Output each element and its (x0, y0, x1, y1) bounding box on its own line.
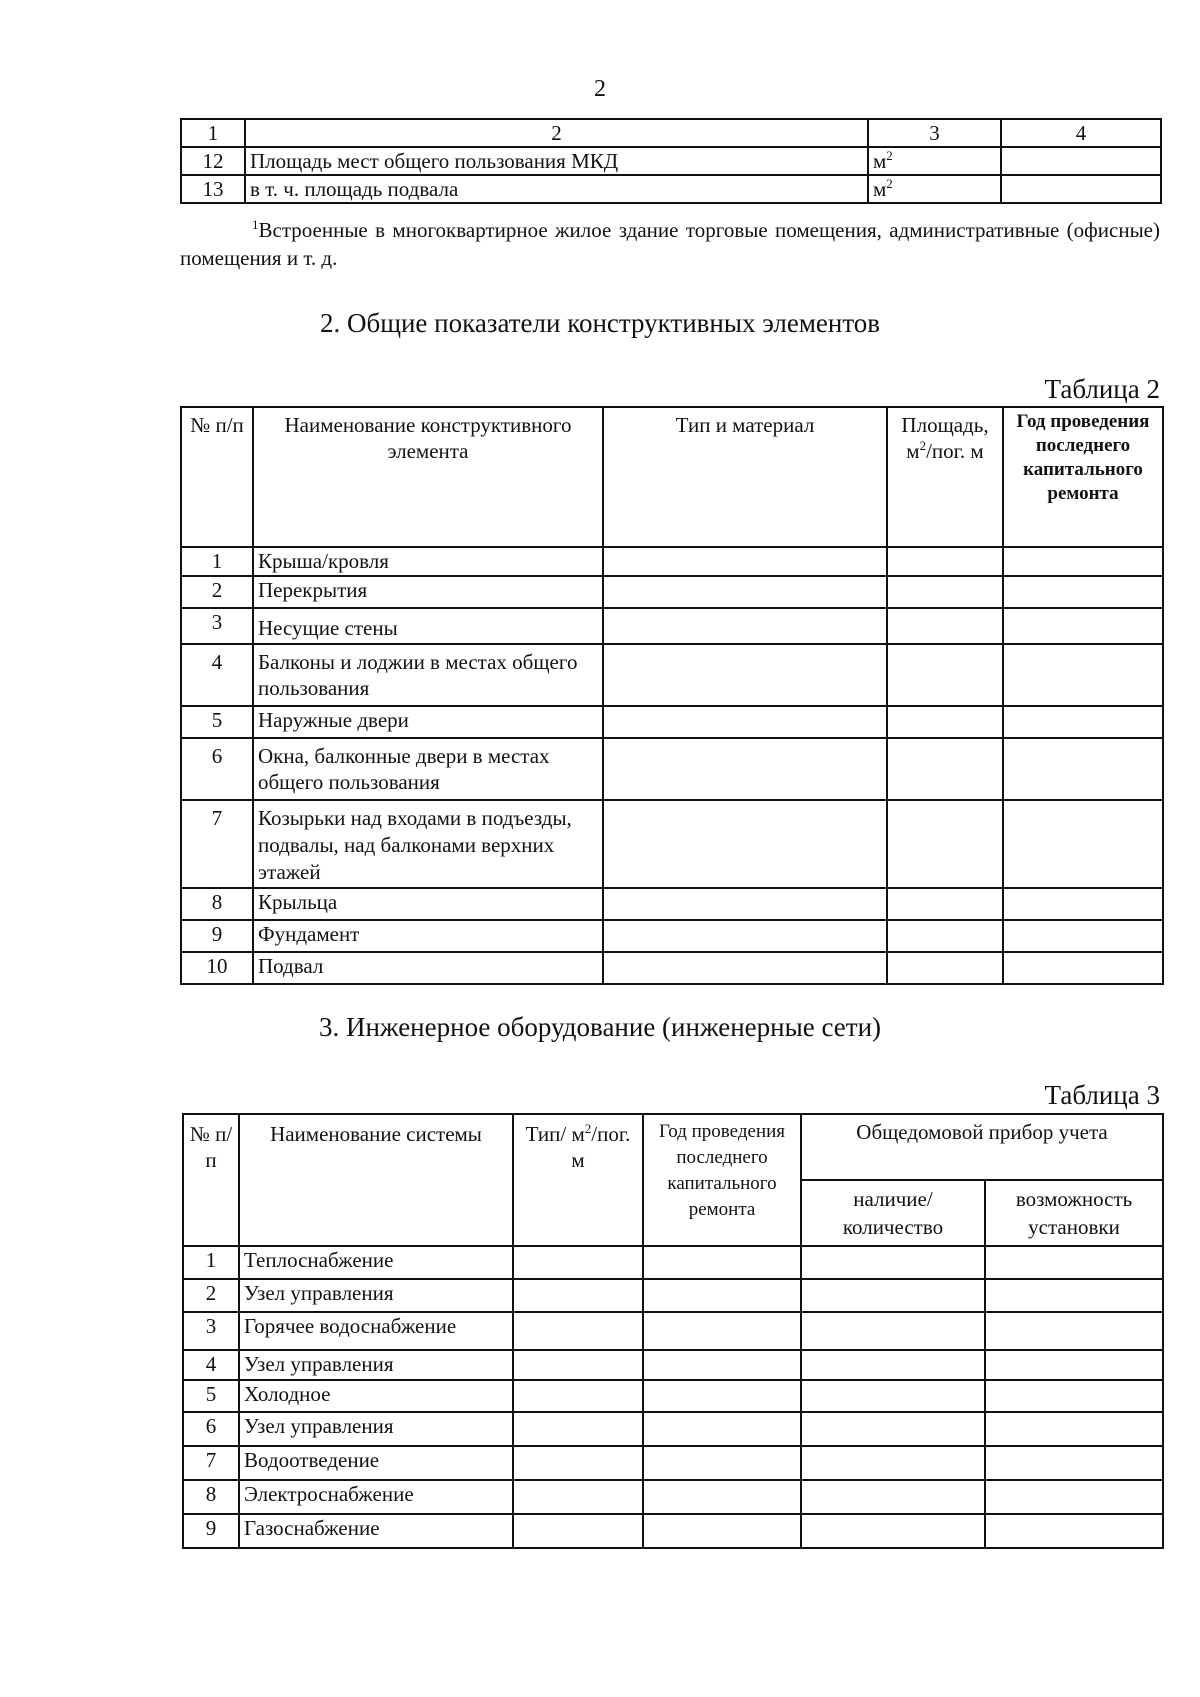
table-row (183, 1480, 1163, 1514)
row-name: Окна, балконные двери в местах общего пользования (253, 738, 603, 800)
row-type (513, 1446, 643, 1480)
row-area (887, 644, 1003, 706)
row-meter-has (801, 1279, 985, 1312)
row-type (513, 1279, 643, 1312)
header-num: № п/п (181, 407, 253, 547)
table-1 (180, 118, 1162, 204)
table-2 (180, 406, 1164, 985)
header-area (887, 407, 1003, 547)
row-year (1003, 738, 1163, 800)
header-area-text: Площадь, м (901, 413, 989, 463)
header-meter-possible: возможность установки (985, 1180, 1163, 1246)
header-meter-has: наличие/ количество (801, 1180, 985, 1246)
row-name: Балконы и лоджии в местах общего пользования (253, 644, 603, 706)
row-number: 10 (181, 952, 253, 984)
row-meter-possible (985, 1312, 1163, 1350)
row-area (887, 576, 1003, 608)
row-meter-possible (985, 1380, 1163, 1412)
row-type (603, 800, 887, 888)
row-area (887, 888, 1003, 920)
header-meter: Общедомовой прибор учета (801, 1114, 1163, 1180)
row-number: 2 (181, 576, 253, 608)
row-meter-possible (985, 1350, 1163, 1380)
row-type (603, 706, 887, 738)
row-meter-has (801, 1412, 985, 1446)
row-number: 3 (183, 1312, 239, 1350)
row-year (643, 1350, 801, 1380)
row-name: Наружные двери (253, 706, 603, 738)
row-year (643, 1246, 801, 1279)
row-meter-has (801, 1380, 985, 1412)
row-meter-possible (985, 1446, 1163, 1480)
row-year (1003, 952, 1163, 984)
row-area (887, 706, 1003, 738)
unit-superscript: 2 (886, 176, 893, 191)
table-row (181, 706, 1163, 738)
row-number: 2 (183, 1279, 239, 1312)
row-type (603, 576, 887, 608)
row-value (1001, 147, 1161, 175)
row-meter-possible (985, 1412, 1163, 1446)
section-3-title: 3. Инженерное оборудование (инженерные сети) (318, 1012, 882, 1042)
row-number: 13 (181, 175, 245, 203)
footnote-text: Встроенные в многоквартирное жилое здание торговые помещения, административные (офисные) помещения и т. д. (180, 218, 1160, 270)
table-row (183, 1514, 1163, 1548)
row-year (643, 1480, 801, 1514)
row-type (513, 1246, 643, 1279)
row-number: 4 (181, 644, 253, 706)
row-meter-has (801, 1514, 985, 1548)
row-number: 8 (183, 1480, 239, 1514)
row-meter-possible (985, 1279, 1163, 1312)
header-type: Тип и материал (603, 407, 887, 547)
table-row (183, 1279, 1163, 1312)
row-year (1003, 800, 1163, 888)
row-number: 1 (183, 1246, 239, 1279)
row-area (887, 800, 1003, 888)
row-year (1003, 576, 1163, 608)
row-year (643, 1446, 801, 1480)
row-year (643, 1279, 801, 1312)
table-row (181, 738, 1163, 800)
row-meter-has (801, 1246, 985, 1279)
row-type (513, 1312, 643, 1350)
table-row (181, 608, 1163, 644)
row-value (1001, 175, 1161, 203)
table-2-label: Таблица 2 (1044, 374, 1160, 404)
row-name: в т. ч. площадь подвала (245, 175, 868, 203)
row-area (887, 920, 1003, 952)
row-year (1003, 888, 1163, 920)
table-3-header-row (183, 1114, 1163, 1180)
table-row (181, 888, 1163, 920)
row-unit (868, 147, 1001, 175)
header-area-tail: /пог. м (926, 439, 984, 463)
row-type (513, 1412, 643, 1446)
row-meter-has (801, 1312, 985, 1350)
table-row (181, 576, 1163, 608)
row-name: Перекрытия (253, 576, 603, 608)
row-name: Крыша/кровля (253, 547, 603, 576)
row-area (887, 952, 1003, 984)
row-number: 7 (183, 1446, 239, 1480)
table-row (181, 547, 1163, 576)
row-year (643, 1312, 801, 1350)
row-name: Электроснабжение (239, 1480, 513, 1514)
row-number: 9 (183, 1514, 239, 1548)
header-year: Год проведения последнего капитального ремонта (643, 1114, 801, 1246)
row-year (1003, 644, 1163, 706)
row-name: Узел управления (239, 1412, 513, 1446)
row-type (603, 888, 887, 920)
row-number: 5 (181, 706, 253, 738)
footnote-marker: 1 (252, 217, 259, 232)
table-row (181, 644, 1163, 706)
row-type (603, 920, 887, 952)
row-type (603, 738, 887, 800)
section-2-title: 2. Общие показатели конструктивных элементов (319, 308, 881, 338)
row-number: 12 (181, 147, 245, 175)
row-area (887, 738, 1003, 800)
table-3-label: Таблица 3 (1044, 1080, 1160, 1110)
row-type (603, 608, 887, 644)
row-name: Водоотведение (239, 1446, 513, 1480)
header-type-superscript: 2 (584, 1121, 592, 1136)
row-name: Площадь мест общего пользования МКД (245, 147, 868, 175)
row-number: 6 (183, 1412, 239, 1446)
table-row (181, 175, 1161, 203)
table-2-header-row (181, 407, 1163, 547)
row-type (603, 547, 887, 576)
row-number: 6 (181, 738, 253, 800)
row-meter-has (801, 1446, 985, 1480)
row-name: Горячее водоснабжение (239, 1312, 513, 1350)
row-year (643, 1514, 801, 1548)
row-name: Узел управления (239, 1279, 513, 1312)
row-year (1003, 706, 1163, 738)
row-name: Газоснабжение (239, 1514, 513, 1548)
row-name: Несущие стены (253, 608, 603, 644)
table-row (181, 920, 1163, 952)
row-area (887, 547, 1003, 576)
header-name: Наименование системы (239, 1114, 513, 1246)
table-1-header-cell: 1 (181, 119, 245, 147)
header-type (513, 1114, 643, 1246)
row-year (1003, 920, 1163, 952)
table-row (181, 800, 1163, 888)
table-row (183, 1350, 1163, 1380)
row-meter-has (801, 1350, 985, 1380)
row-name: Холодное (239, 1380, 513, 1412)
row-meter-has (801, 1480, 985, 1514)
page-number: 2 (594, 76, 606, 102)
table-row (181, 147, 1161, 175)
header-num: № п/п (183, 1114, 239, 1246)
table-row (183, 1412, 1163, 1446)
row-number: 5 (183, 1380, 239, 1412)
row-type (603, 952, 887, 984)
row-type (513, 1380, 643, 1412)
row-unit (868, 175, 1001, 203)
row-number: 8 (181, 888, 253, 920)
row-area (887, 608, 1003, 644)
row-type (603, 644, 887, 706)
row-year (1003, 608, 1163, 644)
table-1-header-row (181, 119, 1161, 147)
row-type (513, 1350, 643, 1380)
row-name: Крыльца (253, 888, 603, 920)
row-number: 1 (181, 547, 253, 576)
row-meter-possible (985, 1480, 1163, 1514)
row-year (643, 1412, 801, 1446)
row-number: 7 (181, 800, 253, 888)
table-1-header-cell: 4 (1001, 119, 1161, 147)
row-number: 3 (181, 608, 253, 644)
footnote (180, 216, 1160, 272)
row-meter-possible (985, 1514, 1163, 1548)
row-name: Фундамент (253, 920, 603, 952)
row-name: Подвал (253, 952, 603, 984)
unit-superscript: 2 (886, 148, 893, 163)
row-name: Козырьки над входами в подъезды, подвалы, над балконами верхних этажей (253, 800, 603, 888)
unit-text: м (873, 149, 887, 173)
table-row (183, 1380, 1163, 1412)
table-row (183, 1446, 1163, 1480)
table-1-header-cell: 2 (245, 119, 868, 147)
table-row (183, 1312, 1163, 1350)
row-number: 4 (183, 1350, 239, 1380)
row-name: Узел управления (239, 1350, 513, 1380)
row-type (513, 1514, 643, 1548)
row-meter-possible (985, 1246, 1163, 1279)
row-year (1003, 547, 1163, 576)
table-3 (182, 1113, 1164, 1549)
header-type-text: Тип/ м (525, 1122, 585, 1146)
header-area-superscript: 2 (919, 438, 927, 453)
table-row (181, 952, 1163, 984)
header-name: Наименование конструктивного элемента (253, 407, 603, 547)
table-1-header-cell: 3 (868, 119, 1001, 147)
row-number: 9 (181, 920, 253, 952)
header-type-tail: /пог. м (571, 1122, 631, 1172)
row-type (513, 1480, 643, 1514)
row-year (643, 1380, 801, 1412)
unit-text: м (873, 177, 887, 201)
header-year: Год проведения последнего капитального ремонта (1003, 407, 1163, 547)
row-name: Теплоснабжение (239, 1246, 513, 1279)
table-row (183, 1246, 1163, 1279)
